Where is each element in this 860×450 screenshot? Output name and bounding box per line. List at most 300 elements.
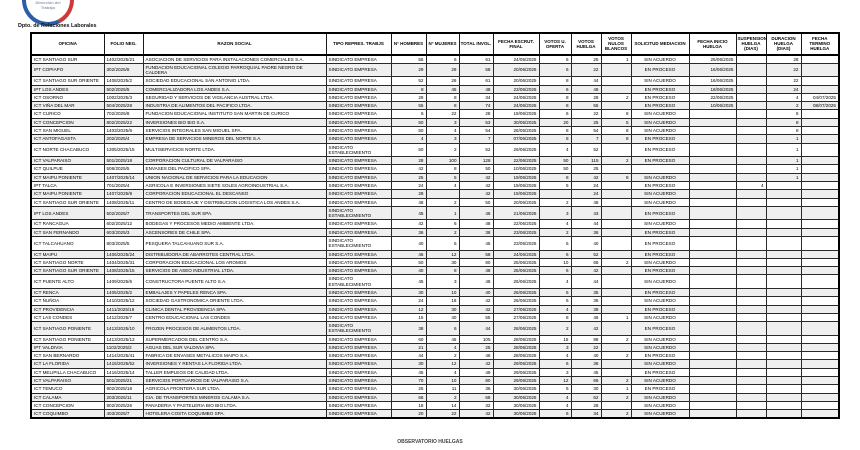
column-header: TOTAL INVOL. — [459, 33, 493, 55]
table-row — [31, 118, 839, 126]
table-cell: SINDICATO EMPRESA — [326, 77, 391, 85]
table-cell: 1 — [426, 206, 459, 220]
table-cell: ICT VALPARAISO — [31, 157, 104, 165]
table-cell — [801, 297, 839, 305]
table-cell — [601, 220, 631, 228]
table-cell — [801, 110, 839, 118]
table-cell: SINDICATO EMPRESA — [326, 250, 391, 258]
table-row — [31, 157, 839, 165]
table-cell: 30/06/2025 — [493, 401, 539, 409]
table-cell — [689, 385, 736, 393]
table-cell: ICT CONCEPCION — [31, 401, 104, 409]
table-cell: COMERCIALIZADORA LOS ANDES S.A. — [143, 85, 326, 93]
table-cell: 302/2025/8 — [104, 63, 143, 77]
table-cell: 4 — [391, 135, 426, 143]
table-cell: ICT NORTE CHACABUCO — [31, 143, 104, 157]
table-cell — [689, 313, 736, 321]
table-cell — [736, 313, 766, 321]
table-cell: 44 — [571, 275, 601, 289]
table-cell: 1 — [601, 385, 631, 393]
table-cell: 30 — [391, 288, 426, 296]
table-cell: 1 — [766, 165, 801, 173]
table-cell: 28 — [391, 93, 426, 101]
table-cell — [689, 335, 736, 343]
table-cell: 46 — [459, 206, 493, 220]
table-cell: CORPORACION EDUCACIONAL LOS AROMOS — [143, 258, 326, 266]
table-cell: FABRICA DE ENVASES METALICOS MAIPO S.A. — [143, 352, 326, 360]
table-row — [31, 206, 839, 220]
table-row — [31, 182, 839, 190]
table-cell: EN PROCESO — [631, 135, 689, 143]
table-cell: 19/06/2025 — [493, 110, 539, 118]
table-cell: 501/2025/18 — [104, 157, 143, 165]
table-cell: SIN ACUERDO — [631, 190, 689, 198]
table-cell: SINDICATO EMPRESA — [326, 228, 391, 236]
table-cell — [689, 165, 736, 173]
table-cell: 22 — [426, 410, 459, 419]
table-cell — [801, 55, 839, 64]
table-row — [31, 258, 839, 266]
table-cell: 36 — [571, 297, 601, 305]
table-cell — [766, 228, 801, 236]
table-cell — [736, 258, 766, 266]
column-header: DURACION HUELGA (DIAS) — [766, 33, 801, 55]
column-header: N° MUJERES — [426, 33, 459, 55]
table-cell: ICT TEMUCO — [31, 385, 104, 393]
table-cell: 1403/2025/6 — [104, 127, 143, 135]
table-cell — [801, 275, 839, 289]
table-cell: AGUAS DEL SUR VALDIVIA SPA. — [143, 343, 326, 351]
table-cell: 50 — [391, 118, 426, 126]
table-cell: ASOCIACION DE SERVICIOS PARA INSTALACIONES COMERCIALES S.A. — [143, 55, 326, 64]
table-cell: SINDICATO EMPRESA — [326, 313, 391, 321]
table-cell: 1 — [766, 143, 801, 157]
table-row — [31, 352, 839, 360]
table-cell — [736, 377, 766, 385]
table-cell: 4 — [539, 305, 571, 313]
table-cell: 30/06/2025 — [493, 385, 539, 393]
table-row — [31, 297, 839, 305]
table-cell: 36 — [459, 385, 493, 393]
table-cell — [801, 135, 839, 143]
table-cell: 6 — [426, 220, 459, 228]
table-cell — [801, 368, 839, 376]
table-cell: 2 — [539, 198, 571, 206]
table-cell: ICT OSORNO — [31, 93, 104, 101]
table-cell — [736, 305, 766, 313]
table-cell: ICT ÑUÑOA — [31, 297, 104, 305]
table-cell — [801, 127, 839, 135]
table-cell — [801, 118, 839, 126]
table-cell: 44 — [391, 352, 426, 360]
table-cell — [601, 305, 631, 313]
table-cell: 42 — [391, 165, 426, 173]
table-cell: SIN ACUERDO — [631, 313, 689, 321]
table-cell: 58 — [459, 63, 493, 77]
department-title: Dpto. de Relaciones Laborales — [18, 23, 97, 29]
table-cell: 10/06/2025 — [689, 102, 736, 110]
table-cell: 902/2025/18 — [104, 385, 143, 393]
table-cell: 25 — [571, 118, 601, 126]
table-cell — [736, 118, 766, 126]
table-cell: 6 — [539, 110, 571, 118]
table-cell: 80 — [459, 258, 493, 266]
table-cell: PANADERIA Y PASTELERIA BIO BIO LTDA. — [143, 401, 326, 409]
table-cell: 502/2025/7 — [104, 206, 143, 220]
table-cell — [689, 250, 736, 258]
table-cell — [689, 322, 736, 336]
table-cell: ICT SANTIAGO SUR ORIENTE — [31, 267, 104, 275]
table-cell — [736, 368, 766, 376]
table-cell: 10 — [426, 377, 459, 385]
table-cell — [766, 267, 801, 275]
table-cell: 5 — [539, 55, 571, 64]
table-cell: 45 — [571, 368, 601, 376]
table-cell: 52 — [391, 77, 426, 85]
table-cell: 4 — [539, 143, 571, 157]
table-cell: SIN ACUERDO — [631, 393, 689, 401]
table-cell: INDUSTRIA DE ALIMENTOS DEL PACIFICO LTDA. — [143, 102, 326, 110]
table-cell: 15 — [391, 313, 426, 321]
table-cell — [689, 343, 736, 351]
table-cell — [766, 360, 801, 368]
table-row — [31, 55, 839, 64]
table-cell — [601, 275, 631, 289]
table-cell: 4 — [426, 182, 459, 190]
table-cell: 42 — [459, 305, 493, 313]
table-cell — [689, 190, 736, 198]
column-header: N° HOMBRES — [391, 33, 426, 55]
table-cell: 10 — [426, 288, 459, 296]
column-header: SUSPENSION HUELGA (DIAS) — [736, 33, 766, 55]
table-cell: 8 — [601, 173, 631, 181]
table-cell: EN PROCESO — [631, 93, 689, 101]
table-cell — [689, 360, 736, 368]
column-header: TIPO REPRES. TRABJS — [326, 33, 391, 55]
table-cell: 22/06/2025 — [493, 220, 539, 228]
table-row — [31, 401, 839, 409]
table-cell: 1412/2025/7 — [104, 313, 143, 321]
table-cell: EN PROCESO — [631, 288, 689, 296]
column-header: FECHA INICIO HUELGA — [689, 33, 736, 55]
table-cell — [689, 288, 736, 296]
table-cell: EN PROCESO — [631, 352, 689, 360]
table-cell: 603/2025/3 — [104, 228, 143, 236]
table-cell: EN PROCESO — [631, 368, 689, 376]
table-cell: 24 — [766, 85, 801, 93]
table-cell: SIN ACUERDO — [631, 220, 689, 228]
table-cell: 24/06/2025 — [493, 250, 539, 258]
table-cell: 88 — [571, 335, 601, 343]
table-cell: 48 — [391, 198, 426, 206]
table-cell: 34 — [571, 410, 601, 419]
table-cell: SINDICATO EMPRESA — [326, 385, 391, 393]
table-cell: AGRICOLA E INVERSIONES SIETE SOLES AGROINDUSTRIAL S.A. — [143, 182, 326, 190]
table-cell: 28 — [391, 190, 426, 198]
table-cell: 50 — [539, 165, 571, 173]
table-cell: 5 — [539, 288, 571, 296]
table-cell: 80 — [459, 377, 493, 385]
table-cell: 1408/2025/2 — [104, 77, 143, 85]
table-body — [31, 55, 839, 419]
table-cell: EN PROCESO — [631, 250, 689, 258]
table-cell: 10 — [539, 258, 571, 266]
table-cell: 5 — [426, 236, 459, 250]
table-cell: EN PROCESO — [631, 228, 689, 236]
table-cell: 28 — [391, 157, 426, 165]
table-cell: 5 — [601, 118, 631, 126]
table-cell — [689, 198, 736, 206]
table-cell: 29/06/2025 — [493, 143, 539, 157]
table-cell: EN PROCESO — [631, 322, 689, 336]
table-cell: 22 — [426, 110, 459, 118]
table-cell: 20/06/2025 — [493, 77, 539, 85]
table-cell: 1407/2025/9 — [104, 190, 143, 198]
table-cell — [766, 220, 801, 228]
table-cell: 44 — [571, 77, 601, 85]
table-row — [31, 173, 839, 181]
table-cell — [766, 275, 801, 289]
table-row — [31, 165, 839, 173]
table-cell: 128 — [459, 157, 493, 165]
table-cell: 4 — [426, 343, 459, 351]
table-cell: 70 — [391, 377, 426, 385]
table-cell: 22 — [766, 77, 801, 85]
table-cell — [766, 410, 801, 419]
table-cell: 58 — [459, 250, 493, 258]
table-cell — [689, 305, 736, 313]
table-cell: 12 — [426, 360, 459, 368]
table-cell: 8 — [766, 127, 801, 135]
table-cell — [801, 63, 839, 77]
huelgas-table — [30, 32, 840, 419]
table-cell: SUPERMERCADOS DEL CENTRO S.A. — [143, 335, 326, 343]
table-cell: 6 — [539, 63, 571, 77]
table-cell: ICT RANCAGUA — [31, 220, 104, 228]
table-cell: ENVASES DEL PACIFICO SPA. — [143, 165, 326, 173]
table-cell: SINDICATO EMPRESA — [326, 305, 391, 313]
table-cell: 1409/2025/6 — [104, 275, 143, 289]
table-cell: 14 — [426, 401, 459, 409]
table-cell — [766, 377, 801, 385]
table-cell — [736, 93, 766, 101]
table-cell: SIN ACUERDO — [631, 198, 689, 206]
table-cell: 501/2025/21 — [104, 377, 143, 385]
table-cell: 44 — [459, 322, 493, 336]
table-cell: 2 — [601, 352, 631, 360]
table-cell: 66 — [571, 377, 601, 385]
table-cell: AGRICOLA FRONTERA SUR LTDA. — [143, 385, 326, 393]
table-cell: 1410/2025/12 — [104, 297, 143, 305]
table-cell: 28 — [571, 401, 601, 409]
table-cell: SERVICIOS PORTUARIOS DE VALPARAISO S.A. — [143, 377, 326, 385]
table-cell — [801, 377, 839, 385]
table-cell: SERVICIOS DE ASEO INDUSTRIAL LTDA. — [143, 267, 326, 275]
table-cell: 16/06/2025 — [689, 77, 736, 85]
table-cell: 1406/2025/24 — [104, 250, 143, 258]
table-cell — [801, 410, 839, 419]
table-cell: 100 — [426, 157, 459, 165]
table-cell: 18 — [391, 401, 426, 409]
table-cell: 28 — [459, 110, 493, 118]
table-cell — [766, 297, 801, 305]
table-cell: 28/06/2025 — [493, 322, 539, 336]
table-cell — [689, 275, 736, 289]
table-cell: SINDICATO EMPRESA — [326, 220, 391, 228]
table-cell: SERVICIOS INTEGRALES SAN MIGUEL SPA. — [143, 127, 326, 135]
table-cell: 22 — [766, 63, 801, 77]
table-cell: SINDICATO EMPRESA — [326, 110, 391, 118]
column-header: RAZON SOCIAL — [143, 33, 326, 55]
table-cell — [601, 343, 631, 351]
table-cell: 12 — [426, 250, 459, 258]
table-cell — [766, 313, 801, 321]
table-row — [31, 313, 839, 321]
table-cell — [801, 352, 839, 360]
table-row — [31, 385, 839, 393]
table-cell: 36 — [391, 228, 426, 236]
table-cell: 1 — [766, 173, 801, 181]
table-cell — [736, 393, 766, 401]
table-cell: ICT VIÑA DEL MAR — [31, 102, 104, 110]
table-cell: SINDICATO EMPRESA — [326, 55, 391, 64]
table-cell: SIN ACUERDO — [631, 360, 689, 368]
table-cell: 08/07/2025 — [801, 102, 839, 110]
table-cell: 32 — [459, 401, 493, 409]
table-cell: EMBALAJES Y PAPELES RENCA SPA. — [143, 288, 326, 296]
table-cell — [801, 335, 839, 343]
table-cell: 802/2025/22 — [104, 118, 143, 126]
table-cell: SINDICATO EMPRESA — [326, 118, 391, 126]
table-cell: 2 — [601, 410, 631, 419]
table-row — [31, 410, 839, 419]
table-cell: 24/05/2025 — [493, 55, 539, 64]
table-cell: 3 — [539, 206, 571, 220]
table-cell: 55 — [391, 102, 426, 110]
table-cell: 1 — [766, 135, 801, 143]
table-cell — [601, 77, 631, 85]
table-cell: 48 — [459, 267, 493, 275]
table-cell — [801, 228, 839, 236]
table-cell — [736, 322, 766, 336]
table-cell: ASCENSORES DE CHILE SPA. — [143, 228, 326, 236]
table-cell: CENTRO EDUCACIONAL LAS CONDES — [143, 313, 326, 321]
table-cell: 28 — [571, 93, 601, 101]
table-cell: ICT PUENTE ALTO — [31, 275, 104, 289]
table-row — [31, 267, 839, 275]
table-cell: 46 — [391, 250, 426, 258]
table-cell — [736, 352, 766, 360]
table-cell — [689, 173, 736, 181]
table-cell — [601, 102, 631, 110]
table-cell — [801, 173, 839, 181]
table-cell: UNION NACIONAL DE SERVICIOS PARA LA EDUCACION — [143, 173, 326, 181]
table-cell: 42 — [459, 297, 493, 305]
table-cell: 40 — [571, 236, 601, 250]
table-cell: 21 — [391, 343, 426, 351]
table-cell: 74 — [459, 102, 493, 110]
table-cell: ICT CURICO — [31, 110, 104, 118]
table-cell: INVERSIONES BIO BIO S.A. — [143, 118, 326, 126]
table-cell — [766, 198, 801, 206]
table-cell: ICT SANTIAGO SUR ORIENTE — [31, 198, 104, 206]
table-cell: 12 — [539, 377, 571, 385]
table-cell: 22/06/2025 — [689, 93, 736, 101]
table-cell — [601, 190, 631, 198]
table-cell: ICT COQUIMBO — [31, 410, 104, 419]
table-cell: 46 — [571, 313, 601, 321]
table-cell — [766, 258, 801, 266]
table-cell — [736, 110, 766, 118]
table-cell — [601, 182, 631, 190]
table-cell: 8 — [539, 135, 571, 143]
table-cell — [766, 385, 801, 393]
table-cell: 6 — [539, 250, 571, 258]
table-cell: 5 — [539, 385, 571, 393]
table-cell: 22 — [571, 63, 601, 77]
table-cell: CIA. DE TRANSPORTES MINEROS CALAMA S.A. — [143, 393, 326, 401]
table-cell: ICT MELIPILLA CHACABUCO — [31, 368, 104, 376]
table-cell — [601, 368, 631, 376]
table-cell: 2 — [601, 393, 631, 401]
table-cell: 7 — [571, 135, 601, 143]
table-cell — [689, 118, 736, 126]
table-cell: SINDICATO EMPRESA — [326, 410, 391, 419]
table-cell: 28/06/2025 — [493, 335, 539, 343]
table-cell — [766, 182, 801, 190]
table-cell: 68 — [459, 393, 493, 401]
table-cell: 50 — [391, 127, 426, 135]
table-cell — [766, 305, 801, 313]
table-cell: 6 — [539, 85, 571, 93]
table-cell: 2 — [601, 335, 631, 343]
table-cell: 45 — [391, 368, 426, 376]
table-cell — [801, 198, 839, 206]
column-header: FOLIO NEG. — [104, 33, 143, 55]
table-cell: 1405/2025/2 — [104, 288, 143, 296]
table-cell: 07/06/2025 — [493, 135, 539, 143]
table-cell: 6 — [539, 410, 571, 419]
table-cell: EN PROCESO — [631, 143, 689, 157]
table-cell: 1415/2025/52 — [104, 360, 143, 368]
table-cell — [801, 157, 839, 165]
table-cell — [689, 258, 736, 266]
table-cell: 46 — [459, 352, 493, 360]
table-cell — [601, 143, 631, 157]
table-cell — [736, 267, 766, 275]
table-cell: 802/2025/26 — [104, 401, 143, 409]
table-cell — [801, 236, 839, 250]
table-cell: 506/2025/5 — [104, 165, 143, 173]
table-cell: SOCIEDAD GASTRONOMICA ORIENTE LTDA. — [143, 297, 326, 305]
table-row — [31, 393, 839, 401]
table-cell — [801, 220, 839, 228]
table-cell — [689, 267, 736, 275]
table-cell: SOCIEDAD EDUCACIONAL SAN ANTONIO LTDA. — [143, 77, 326, 85]
table-cell — [801, 401, 839, 409]
column-header: VOTOS U. OFERTA — [539, 33, 571, 55]
table-cell — [801, 85, 839, 93]
table-cell — [601, 401, 631, 409]
table-cell: 8 — [539, 127, 571, 135]
table-cell: 3 — [426, 275, 459, 289]
table-cell: 4 — [426, 127, 459, 135]
table-cell: 60 — [391, 335, 426, 343]
table-cell: 44 — [571, 220, 601, 228]
table-cell: EN PROCESO — [631, 305, 689, 313]
table-cell: 66 — [391, 393, 426, 401]
table-cell: 50 — [459, 198, 493, 206]
